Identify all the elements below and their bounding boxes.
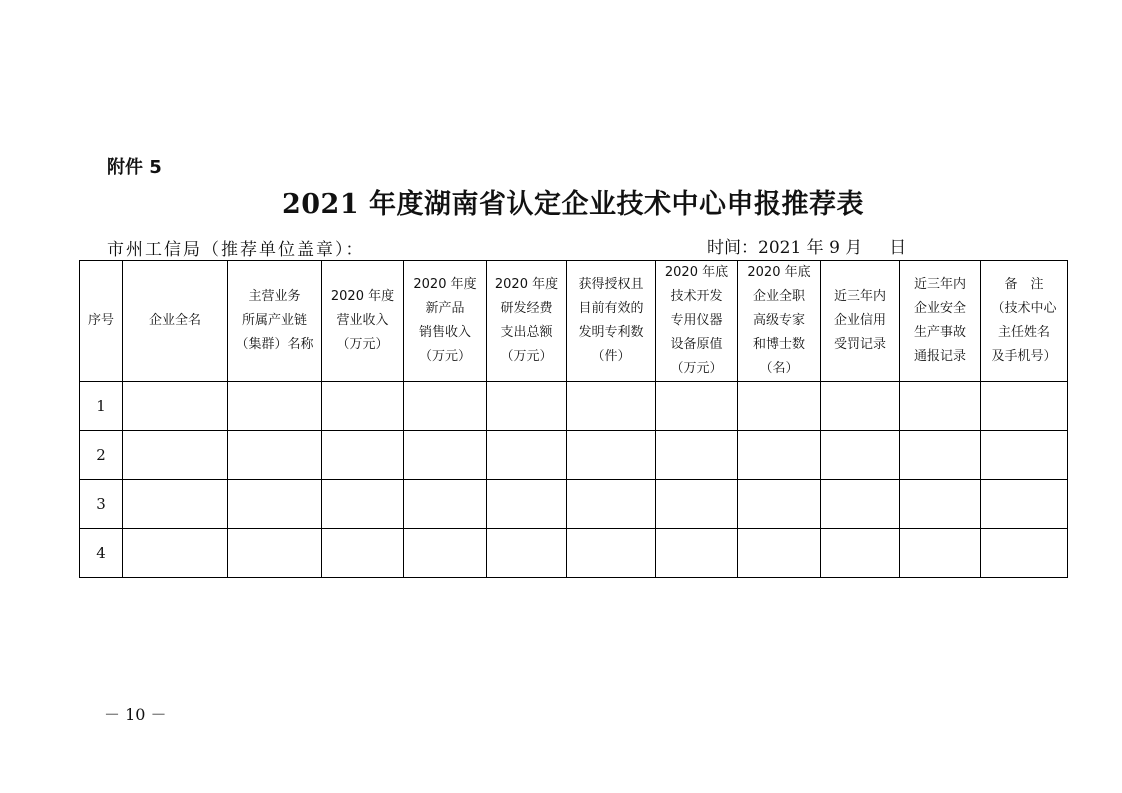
table-row xyxy=(80,529,1068,578)
header-safety-accidents xyxy=(900,261,981,382)
row-serial-number: 3 xyxy=(80,480,123,529)
table-cell xyxy=(404,480,487,529)
header-serial-number xyxy=(80,261,123,382)
table-cell xyxy=(900,431,981,480)
recommending-unit-label: 市州工信局（推荐单位盖章）： xyxy=(107,240,365,260)
table-cell xyxy=(404,529,487,578)
recommendation-table xyxy=(79,260,1068,578)
table-cell xyxy=(656,480,738,529)
header-revenue xyxy=(322,261,404,382)
header-text: 近三年内 企业信用 受罚记录 xyxy=(833,289,886,352)
table-header-row xyxy=(80,261,1068,382)
table-cell xyxy=(228,431,322,480)
header-equipment-value xyxy=(656,261,738,382)
attachment-label: 附件 5 xyxy=(107,157,162,178)
table-cell xyxy=(228,529,322,578)
table-cell xyxy=(981,431,1068,480)
page-number: － 10 － xyxy=(104,705,167,724)
table-row xyxy=(80,431,1068,480)
table-cell xyxy=(821,431,900,480)
table-cell xyxy=(656,529,738,578)
table-cell xyxy=(567,431,656,480)
table-cell xyxy=(567,382,656,431)
row-serial-number: 1 xyxy=(80,382,123,431)
row-serial-number: 4 xyxy=(80,529,123,578)
header-remarks xyxy=(981,261,1068,382)
table-cell xyxy=(821,382,900,431)
table-cell xyxy=(738,431,821,480)
table-cell xyxy=(981,529,1068,578)
table-cell xyxy=(123,431,228,480)
table-cell xyxy=(322,529,404,578)
header-text: 2020 年度 新产品 销售收入 （万元） xyxy=(413,277,477,364)
table-cell xyxy=(487,529,567,578)
table-cell xyxy=(900,480,981,529)
table-cell xyxy=(228,480,322,529)
table-cell xyxy=(981,382,1068,431)
table-cell xyxy=(228,382,322,431)
table-cell xyxy=(487,382,567,431)
header-text: 获得授权且 目前有效的 发明专利数 （件） xyxy=(578,277,644,364)
table-cell xyxy=(487,431,567,480)
table-cell xyxy=(567,529,656,578)
table-cell xyxy=(738,480,821,529)
table-row xyxy=(80,382,1068,431)
header-rd-expenditure xyxy=(487,261,567,382)
header-experts-doctors xyxy=(738,261,821,382)
table-cell xyxy=(656,431,738,480)
header-text: 企业全名 xyxy=(148,313,201,328)
table-cell xyxy=(322,431,404,480)
table-cell xyxy=(738,529,821,578)
table-cell xyxy=(404,382,487,431)
header-text: 2020 年度 营业收入 （万元） xyxy=(330,289,395,352)
date-label: 时间：2021 年 9 月 日 xyxy=(707,238,907,258)
table-cell xyxy=(900,529,981,578)
header-new-product-sales xyxy=(404,261,487,382)
header-text: 近三年内 企业安全 生产事故 通报记录 xyxy=(913,277,966,364)
table-cell xyxy=(567,480,656,529)
table-cell xyxy=(123,382,228,431)
table-cell xyxy=(738,382,821,431)
table-row xyxy=(80,480,1068,529)
row-serial-number: 2 xyxy=(80,431,123,480)
table-cell xyxy=(487,480,567,529)
header-text: 备 注 （技术中心 主任姓名 及手机号） xyxy=(991,277,1057,364)
table-cell xyxy=(123,529,228,578)
header-text: 2020 年度 研发经费 支出总额 （万元） xyxy=(494,277,559,364)
header-invention-patents xyxy=(567,261,656,382)
table-cell xyxy=(123,480,228,529)
table-cell xyxy=(322,480,404,529)
header-company-name xyxy=(123,261,228,382)
table-cell xyxy=(404,431,487,480)
header-industry-chain xyxy=(228,261,322,382)
header-text: 主营业务 所属产业链 （集群）名称 xyxy=(235,289,314,352)
table-cell xyxy=(821,480,900,529)
header-credit-penalty xyxy=(821,261,900,382)
document-title: 2021 年度湖南省认定企业技术中心申报推荐表 xyxy=(281,189,865,220)
header-text: 序号 xyxy=(87,313,114,328)
header-text: 2020 年底 企业全职 高级专家 和博士数 （名） xyxy=(747,265,811,376)
table-cell xyxy=(981,480,1068,529)
table-cell xyxy=(656,382,738,431)
header-text: 2020 年底 技术开发 专用仪器 设备原值 （万元） xyxy=(664,265,729,376)
table-cell xyxy=(821,529,900,578)
table-cell xyxy=(900,382,981,431)
table-cell xyxy=(322,382,404,431)
